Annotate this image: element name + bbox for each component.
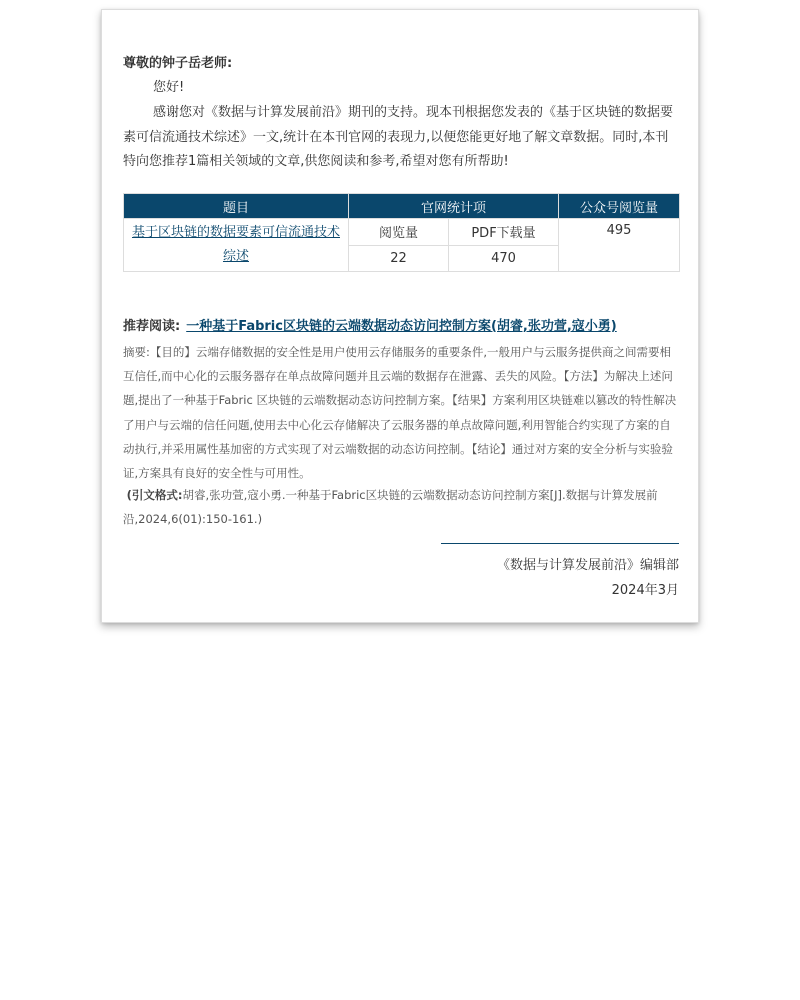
views-value: 22 <box>349 245 449 272</box>
signature-divider <box>441 543 679 544</box>
letter-card <box>101 9 699 623</box>
article-title-link[interactable]: 基于区块链的数据要素可信流通技术综述 <box>131 225 340 264</box>
citation <box>123 483 679 531</box>
recommend-label: 推荐阅读: <box>123 319 181 334</box>
pdf-downloads-value: 470 <box>449 245 559 272</box>
header-title: 题目 <box>124 194 349 219</box>
citation-text: 胡睿,张功萱,寇小勇.一种基于Fabric区块链的云端数据动态访问控制方案[J].数据与计算发展前沿,2024,6(01):150-161.) <box>123 488 658 527</box>
stats-table <box>123 193 680 272</box>
intro-paragraph: 感谢您对《数据与计算发展前沿》期刊的支持。现本刊根据您发表的《基于区块链的数据要素可信流通技术综述》一文,统计在本刊官网的表现力,以便您能更好地了解文章数据。同时,本刊特向您推荐1篇相关领域的文章,供您阅读和参考,希望对您有所帮助! <box>123 105 674 169</box>
signature-date: 2024年3月 <box>611 583 679 598</box>
recommend-heading <box>123 317 703 337</box>
stats-subheader-row <box>124 219 680 246</box>
hello-line: 您好! <box>153 80 185 95</box>
signature: 《数据与计算发展前沿》编辑部 <box>496 558 679 573</box>
citation-label: (引文格式: <box>126 488 183 502</box>
salutation: 尊敬的钟子岳老师: <box>123 56 233 71</box>
stats-header-row <box>124 194 680 219</box>
recommend-abstract: 摘要:【目的】云端存储数据的安全性是用户使用云存储服务的重要条件,一般用户与云服务提供商之间需要相互信任,而中心化的云服务器存在单点故障问题并且云端的数据存在泄露、丢失的风险。【方法】为解决上述问题,提出了一种基于Fabric 区块链的云端数据动态访问控制方案。【结果】方案利用区块链难以篡改的特性解决了用户与云端的信任问题,使用去中心化云存储解决了云服务器的单点故障问题,利用智能合约实现了方案的自动执行,并采用属性基加密的方式实现了对云端数据的动态访问控制。【结论】通过对方案的安全分析与实验验证,方案具有良好的安全性与可用性。 <box>123 345 677 481</box>
article-title-cell <box>124 219 349 272</box>
wechat-views-value: 495 <box>559 219 680 272</box>
header-site-stats: 官网统计项 <box>349 194 559 219</box>
subheader-views: 阅览量 <box>349 219 449 246</box>
subheader-pdf: PDF下载量 <box>449 219 559 246</box>
header-wechat-views: 公众号阅览量 <box>559 194 680 219</box>
recommend-title-link[interactable]: 一种基于Fabric区块链的云端数据动态访问控制方案(胡睿,张功萱,寇小勇) <box>186 319 617 334</box>
